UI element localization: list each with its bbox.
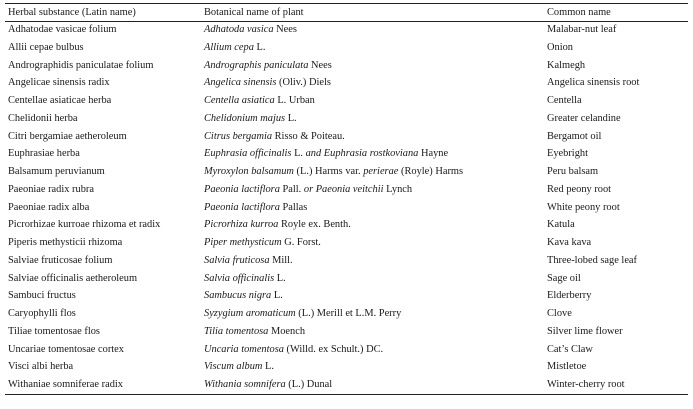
botanical-author-text: Pallas	[279, 201, 308, 213]
cell-latin-name: Piperis methysticii rhizoma	[8, 237, 123, 248]
cell-common-name: Kalmegh	[547, 59, 586, 71]
cell-latin-name: Uncariae tomentosae cortex	[8, 343, 124, 355]
cell-common-name: Eyebright	[547, 148, 588, 160]
cell-common-name: Katula	[547, 219, 575, 231]
header-row	[5, 4, 688, 21]
cell-common-name: Centella	[547, 95, 582, 106]
cell-botanical-name	[201, 21, 544, 39]
cell-common-name: Peru balsam	[547, 166, 599, 177]
cell-latin-name: Euphrasiae herba	[8, 148, 80, 160]
cell-botanical-name	[201, 92, 544, 110]
botanical-author-text: Moench	[268, 325, 306, 337]
cell-latin-name: Allii cepae bulbus	[8, 41, 84, 53]
cell-common-name: Winter-cherry root	[547, 379, 625, 390]
botanical-author-text: G. Forst.	[281, 237, 321, 248]
table-row	[5, 92, 688, 110]
botanical-species-text: perierae	[363, 166, 399, 177]
botanical-species-text: Uncaria tomentosa	[204, 343, 284, 355]
header-latin-name: Herbal substance (Latin name)	[8, 7, 136, 18]
botanical-author-text: Lynch	[383, 183, 413, 195]
table-row	[5, 287, 688, 305]
cell-botanical-name	[201, 216, 544, 234]
cell-common-name: Sage oil	[547, 272, 581, 284]
cell-common-name: Angelica sinensis root	[547, 77, 640, 89]
cell-common-name: Kava kava	[547, 237, 592, 248]
cell-botanical-name	[201, 376, 544, 394]
cell-common-name: White peony root	[547, 201, 620, 213]
cell-common-name: Malabar-nut leaf	[547, 24, 617, 35]
botanical-author-text: Mill.	[269, 254, 293, 266]
botanical-author-text: L.	[253, 41, 266, 53]
cell-common-name: Bergamot oil	[547, 130, 602, 142]
table-row	[5, 128, 688, 146]
botanical-species-text: Withania somnifera	[204, 379, 286, 390]
botanical-author-text: (L.) Merill et L.M. Perry	[295, 308, 402, 319]
table-row	[5, 21, 688, 39]
cell-botanical-name	[201, 358, 544, 376]
table-grid	[5, 4, 688, 394]
botanical-author-text: L.	[271, 290, 283, 302]
botanical-author-text: L.	[262, 361, 274, 373]
table-row	[5, 199, 688, 217]
cell-latin-name: Sambuci fructus	[8, 290, 76, 302]
table-row	[5, 252, 688, 270]
botanical-species-text: Citrus bergamia	[204, 130, 273, 142]
table-row	[5, 163, 688, 181]
botanical-author-text: Pall.	[279, 183, 304, 195]
cell-botanical-name	[201, 181, 544, 199]
cell-common-name: Red peony root	[547, 183, 612, 195]
botanical-author-text: L. Urban	[274, 95, 315, 106]
cell-latin-name: Chelidonii herba	[8, 112, 78, 124]
table-body	[5, 21, 688, 394]
cell-botanical-name	[201, 199, 544, 217]
table-row	[5, 74, 688, 92]
botanical-species-text: or Paeonia veitchii	[303, 183, 384, 195]
cell-botanical-name	[201, 287, 544, 305]
botanical-author-text: Royle ex. Benth.	[278, 219, 351, 231]
cell-latin-name: Angelicae sinensis radix	[8, 77, 110, 89]
cell-common-name: Cat’s Claw	[547, 343, 593, 355]
cell-latin-name: Centellae asiaticae herba	[8, 95, 112, 106]
botanical-species-text: Centella asiatica	[204, 95, 275, 106]
botanical-species-text: Myroxylon balsamum	[204, 166, 294, 177]
cell-botanical-name	[201, 74, 544, 92]
botanical-author-text: (L.) Dunal	[285, 379, 333, 390]
cell-botanical-name	[201, 323, 544, 341]
botanical-species-text: Paeonia lactiflora	[204, 201, 280, 213]
table-row	[5, 145, 688, 163]
botanical-species-text: Adhatoda vasica	[204, 24, 274, 35]
cell-common-name: Silver lime flower	[547, 325, 623, 337]
botanical-author-text: (L.) Harms var.	[293, 166, 364, 177]
header-rule	[5, 21, 688, 22]
botanical-author-text: (Royle) Harms	[398, 166, 464, 177]
cell-latin-name: Citri bergamiae aetheroleum	[8, 130, 127, 142]
botanical-author-text: Hayne	[418, 148, 449, 160]
botanical-species-text: Allium cepa	[204, 41, 254, 53]
table-row	[5, 181, 688, 199]
cell-botanical-name	[201, 305, 544, 323]
table-row	[5, 234, 688, 252]
botanical-species-text: Salvia fruticosa	[204, 254, 270, 266]
cell-botanical-name	[201, 57, 544, 75]
table-row	[5, 110, 688, 128]
cell-botanical-name	[201, 270, 544, 288]
cell-botanical-name	[201, 128, 544, 146]
cell-latin-name: Paeoniae radix rubra	[8, 183, 94, 195]
botanical-author-text: L.	[274, 272, 286, 284]
header-botanical-name: Botanical name of plant	[204, 7, 304, 18]
botanical-species-text: Piper methysticum	[204, 237, 282, 248]
cell-botanical-name	[201, 341, 544, 359]
herbal-substances-table	[5, 3, 688, 395]
table-row	[5, 305, 688, 323]
cell-botanical-name	[201, 234, 544, 252]
botanical-author-text: L.	[291, 148, 306, 160]
botanical-author-text: Risso & Poiteau.	[272, 130, 345, 142]
botanical-species-text: Viscum album	[204, 361, 263, 373]
table-header	[5, 4, 688, 21]
cell-common-name: Onion	[547, 41, 573, 53]
botanical-species-text: Sambucus nigra	[204, 290, 272, 302]
table-row	[5, 376, 688, 394]
cell-botanical-name	[201, 163, 544, 181]
cell-latin-name: Adhatodae vasicae folium	[8, 24, 117, 35]
cell-common-name: Greater celandine	[547, 112, 621, 124]
botanical-species-text: Chelidonium majus	[204, 112, 286, 124]
cell-latin-name: Salviae officinalis aetheroleum	[8, 272, 138, 284]
table-row	[5, 323, 688, 341]
cell-latin-name: Andrographidis paniculatae folium	[8, 59, 154, 71]
cell-botanical-name	[201, 110, 544, 128]
table-row	[5, 39, 688, 57]
cell-latin-name: Picrorhizae kurroae rhizoma et radix	[8, 219, 161, 231]
table-row	[5, 57, 688, 75]
cell-common-name: Clove	[547, 308, 572, 319]
cell-botanical-name	[201, 252, 544, 270]
botanical-author-text: (Willd. ex Schult.) DC.	[283, 343, 384, 355]
cell-botanical-name	[201, 145, 544, 163]
cell-latin-name: Tiliae tomentosae flos	[8, 325, 100, 337]
table-row	[5, 358, 688, 376]
botanical-species-text: Angelica sinensis	[204, 77, 277, 89]
table-row	[5, 270, 688, 288]
botanical-author-text: Nees	[273, 24, 297, 35]
botanical-species-text: Syzygium aromaticum	[204, 308, 296, 319]
cell-latin-name: Paeoniae radix alba	[8, 201, 90, 213]
botanical-species-text: Andrographis paniculata	[204, 59, 309, 71]
botanical-species-text: Paeonia lactiflora	[204, 183, 280, 195]
table-row	[5, 216, 688, 234]
cell-common-name: Three-lobed sage leaf	[547, 254, 637, 266]
table-row	[5, 341, 688, 359]
cell-latin-name: Visci albi herba	[8, 361, 74, 373]
cell-common-name: Mistletoe	[547, 361, 587, 373]
botanical-species-text: and Euphrasia rostkoviana	[305, 148, 419, 160]
cell-latin-name: Salviae fruticosae folium	[8, 254, 113, 266]
cell-common-name: Elderberry	[547, 290, 592, 302]
bottom-rule	[5, 394, 688, 395]
header-common-name: Common name	[547, 7, 611, 18]
botanical-author-text: Nees	[308, 59, 332, 71]
botanical-species-text: Salvia officinalis	[204, 272, 275, 284]
cell-latin-name: Caryophylli flos	[8, 308, 76, 319]
botanical-author-text: L.	[285, 112, 297, 124]
cell-latin-name: Balsamum peruvianum	[8, 166, 105, 177]
botanical-species-text: Tilia tomentosa	[204, 325, 269, 337]
botanical-species-text: Euphrasia officinalis	[204, 148, 292, 160]
cell-latin-name: Withaniae somniferae radix	[8, 379, 123, 390]
cell-botanical-name	[201, 39, 544, 57]
botanical-author-text: (Oliv.) Diels	[276, 77, 331, 89]
botanical-species-text: Picrorhiza kurroa	[204, 219, 279, 231]
